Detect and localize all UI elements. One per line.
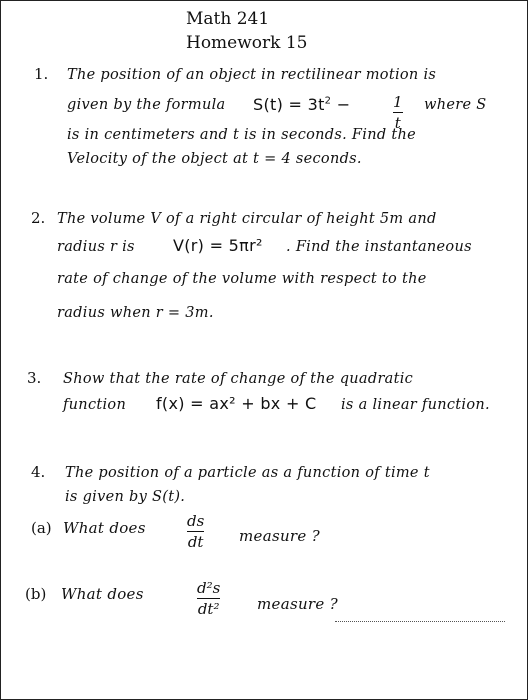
part-a-fraction: ds dt (187, 512, 205, 551)
assignment-title: Homework 15 (186, 33, 308, 53)
part-b-fraction: d²s dt² (197, 579, 221, 618)
problem-3-line-2b: is a linear function. (341, 397, 490, 413)
problem-3-number: 3. (27, 369, 42, 387)
problem-3-formula: f(x) = ax² + bx + C (156, 394, 317, 413)
problem-1-number: 1. (34, 65, 49, 83)
problem-3-line-2: function (63, 397, 127, 413)
problem-2-line-2: radius r is (57, 239, 135, 255)
part-a-prefix: What does (63, 519, 146, 537)
problem-2-line-1: The volume V of a right circular of height 5m and (57, 211, 437, 227)
problem-1-formula: $S(t) = 3t^2$ − (253, 95, 351, 114)
part-a-suffix: measure ? (239, 527, 320, 545)
problem-2-line-3: rate of change of the volume with respect to the (57, 271, 427, 287)
problem-1-line-3: is in centimeters and t is in seconds. Find the (67, 127, 417, 143)
problem-1-line-4: Velocity of the object at t = 4 seconds. (67, 151, 362, 167)
problem-2-formula: V(r) = 5πr² (173, 236, 263, 255)
problem-3-line-1: Show that the rate of change of the quadratic (63, 371, 414, 387)
problem-1-line-1: The position of an object in rectilinear motion is (67, 67, 437, 83)
course-title: Math 241 (186, 9, 270, 29)
problem-4-line-2: is given by S(t). (65, 489, 186, 505)
problem-1-line-2: given by the formula (67, 97, 226, 113)
problem-4-line-1: The position of a particle as a function of time t (65, 465, 430, 481)
part-b-prefix: What does (61, 585, 144, 603)
problem-2-number: 2. (31, 209, 46, 227)
problem-1-where: where S (424, 97, 487, 113)
part-a-label: (a) (31, 519, 52, 537)
problem-4-number: 4. (31, 463, 46, 481)
problem-1-fraction: 1 t (393, 93, 403, 132)
problem-2-line-2b: . Find the instantaneous (286, 239, 472, 255)
answer-line (335, 621, 505, 622)
part-b-label: (b) (25, 585, 47, 603)
problem-2-line-4: radius when r = 3m. (57, 305, 214, 321)
part-b-suffix: measure ? (257, 595, 338, 613)
